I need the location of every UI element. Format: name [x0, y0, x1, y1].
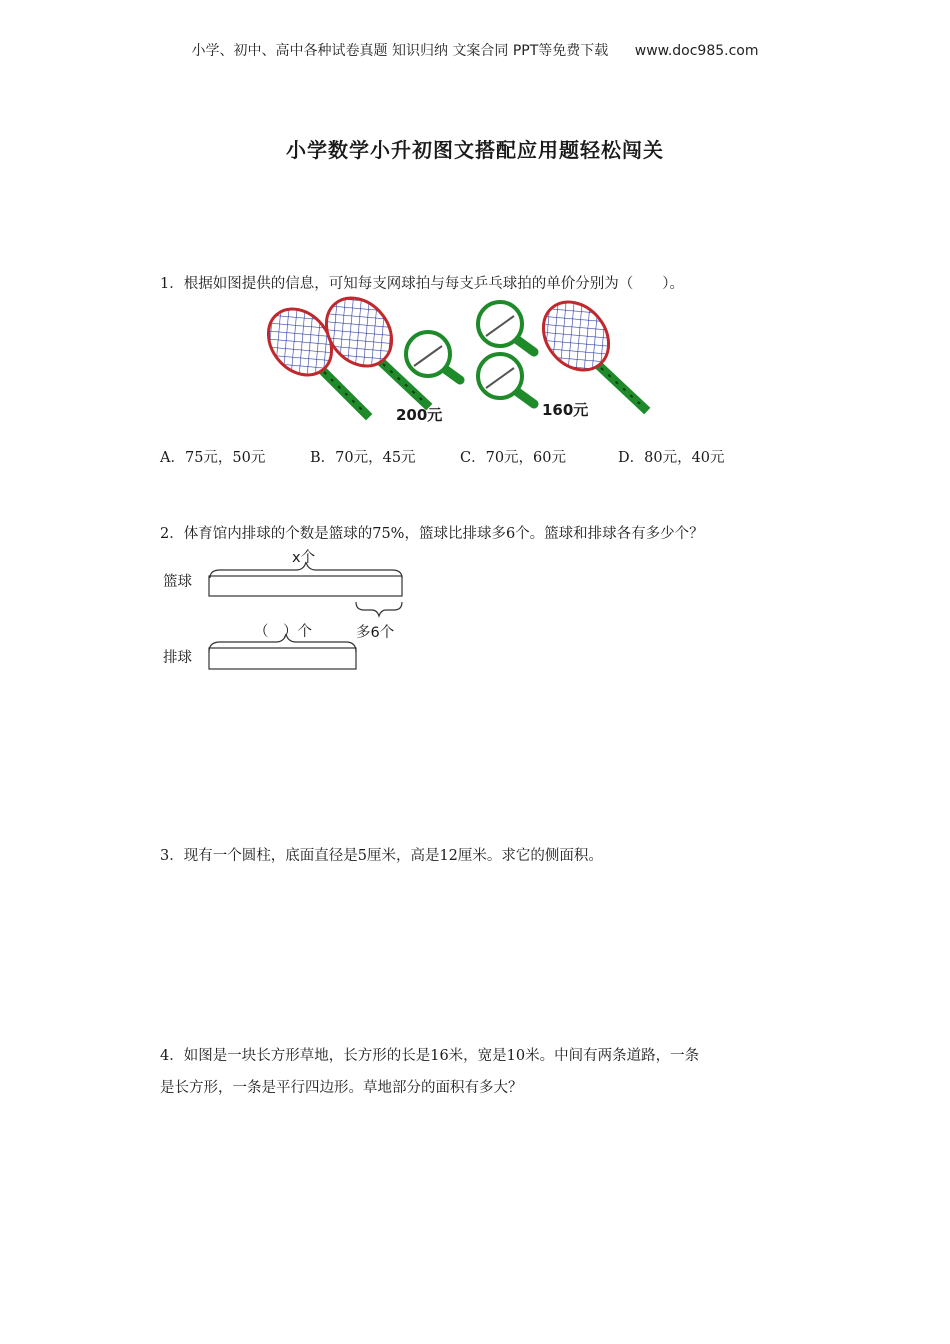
more-six-label: 多6个 — [356, 625, 395, 641]
basketball-bar — [209, 576, 402, 596]
bottom-brace — [209, 634, 356, 652]
option-d[interactable]: D．80元，40元 — [618, 450, 725, 466]
volleyball-bar — [209, 648, 356, 669]
option-b[interactable]: B．70元，45元 — [310, 450, 416, 466]
price-label-b: 160元 — [542, 401, 589, 419]
difference-brace — [356, 602, 402, 616]
basketball-label: 篮球 — [163, 574, 192, 590]
price-label-a: 200元 — [396, 406, 443, 424]
ping-pong-paddle-icon — [406, 332, 460, 380]
volleyball-label: 排球 — [163, 650, 192, 666]
page-title: 小学数学小升初图文搭配应用题轻松闯关 — [286, 138, 664, 162]
q2-segment-diagram — [200, 560, 420, 675]
tennis-racket-icon — [530, 292, 644, 408]
question-2-text: 2．体育馆内排球的个数是篮球的75%，篮球比排球多6个。篮球和排球各有多少个？ — [160, 526, 704, 542]
question-1-text: 1．根据如图提供的信息，可知每支网球拍与每支乒乓球拍的单价分别为（ ）。 — [160, 276, 684, 292]
option-a[interactable]: A．75元，50元 — [160, 450, 266, 466]
header-site[interactable]: www.doc985.com — [634, 43, 759, 59]
option-c[interactable]: C．70元，60元 — [460, 450, 566, 466]
ping-pong-paddle-icon — [478, 302, 534, 352]
q1-rackets-figure — [262, 292, 662, 432]
question-4-line-2: 是长方形，一条是平行四边形。草地部分的面积有多大？ — [160, 1080, 523, 1096]
question-4-line-1: 4．如图是一块长方形草地，长方形的长是16米，宽是10米。中间有两条道路，一条 — [160, 1048, 700, 1064]
header-text: 小学、初中、高中各种试卷真题 知识归纳 文案合同 PPT等免费下载 — [191, 43, 609, 59]
q1-options — [160, 446, 725, 467]
question-4-text — [160, 1040, 800, 1104]
ping-pong-paddle-icon — [478, 354, 534, 404]
blank-count-label: （ ）个 — [254, 624, 312, 640]
page-header — [0, 40, 950, 60]
x-count-label: x个 — [292, 550, 316, 566]
question-3-text: 3．现有一个圆柱，底面直径是5厘米，高是12厘米。求它的侧面积。 — [160, 848, 603, 864]
